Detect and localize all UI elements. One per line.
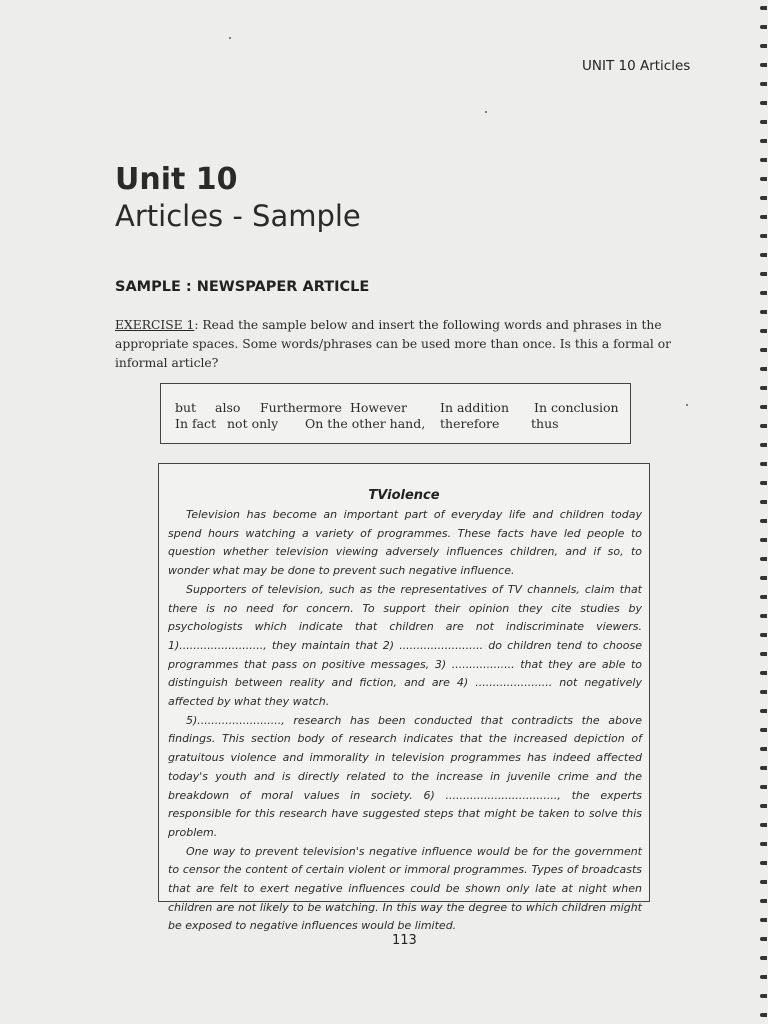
scan-speck bbox=[686, 404, 688, 406]
binding-coil bbox=[760, 652, 767, 656]
binding-coil bbox=[760, 348, 767, 352]
binding-coil bbox=[760, 519, 767, 523]
binding-coil bbox=[760, 709, 767, 713]
binding-coil bbox=[760, 196, 767, 200]
binding-coil bbox=[760, 481, 767, 485]
binding-coil bbox=[760, 462, 767, 466]
binding-coil bbox=[760, 956, 767, 960]
word-option: In fact bbox=[175, 416, 217, 431]
article-paragraph: Supporters of television, such as the representatives of TV channels, claim that there is no need for concern. To support their opinion they cite studies by psychologists which indicate that children are not indiscriminate viewers. 1)........................, they maintain that 2) ........................ do children tend to choose programmes that pass on positive messages, 3) .................. that they are able to distinguish between reality and fiction, and are 4) ...................... not negatively affected by what they watch. bbox=[168, 582, 642, 709]
word-option: However bbox=[350, 400, 407, 415]
word-option: Furthermore bbox=[260, 400, 342, 415]
exercise-label: EXERCISE 1 bbox=[115, 318, 195, 332]
binding-coil bbox=[760, 861, 767, 865]
unit-title: Articles - Sample bbox=[115, 199, 361, 233]
binding-coil bbox=[760, 424, 767, 428]
scan-speck bbox=[229, 37, 231, 39]
binding-coil bbox=[760, 633, 767, 637]
binding-coil bbox=[760, 842, 767, 846]
binding-coil bbox=[760, 367, 767, 371]
binding-coil bbox=[760, 785, 767, 789]
word-option: not only bbox=[227, 416, 279, 431]
word-option: thus bbox=[531, 416, 559, 431]
binding-coil bbox=[760, 614, 767, 618]
binding-coil bbox=[760, 823, 767, 827]
binding-coil bbox=[760, 671, 767, 675]
binding-coil bbox=[760, 6, 767, 10]
article-title: TViolence bbox=[368, 488, 440, 503]
binding-coil bbox=[760, 82, 767, 86]
binding-coil bbox=[760, 120, 767, 124]
binding-coil bbox=[760, 215, 767, 219]
binding-coil bbox=[760, 747, 767, 751]
word-option: On the other hand, bbox=[305, 416, 426, 431]
binding-coil bbox=[760, 899, 767, 903]
binding-coil bbox=[760, 937, 767, 941]
binding-coil bbox=[760, 234, 767, 238]
binding-coil bbox=[760, 557, 767, 561]
word-option: In addition bbox=[440, 400, 510, 415]
binding-coil bbox=[760, 386, 767, 390]
binding-coil bbox=[760, 994, 767, 998]
binding-coil bbox=[760, 1013, 767, 1017]
article-box bbox=[158, 463, 650, 933]
binding-coil bbox=[760, 500, 767, 504]
binding-coil bbox=[760, 538, 767, 542]
binding-coil bbox=[760, 405, 767, 409]
binding-coil bbox=[760, 291, 767, 295]
binding-coil bbox=[760, 443, 767, 447]
binding-coil bbox=[760, 63, 767, 67]
word-option: In conclusion bbox=[534, 400, 619, 415]
scan-speck bbox=[485, 111, 487, 113]
binding-coil bbox=[760, 25, 767, 29]
binding-coil bbox=[760, 101, 767, 105]
word-option: also bbox=[215, 400, 241, 415]
binding-coil bbox=[760, 44, 767, 48]
binding-coil bbox=[760, 690, 767, 694]
binding-coil bbox=[760, 804, 767, 808]
binding-coil bbox=[760, 253, 767, 257]
binding-coil bbox=[760, 329, 767, 333]
word-box bbox=[160, 383, 631, 444]
binding-coil bbox=[760, 918, 767, 922]
binding-coil bbox=[760, 728, 767, 732]
article-paragraph: Television has become an important part of everyday life and children today spend hours watching a variety of programmes. These facts have led people to question whether television viewing adversely influences children, and if so, to wonder what may be done to prevent such negative influence. bbox=[168, 508, 642, 578]
spiral-binding bbox=[754, 0, 768, 1024]
section-heading: SAMPLE : NEWSPAPER ARTICLE bbox=[115, 279, 370, 295]
binding-coil bbox=[760, 766, 767, 770]
binding-coil bbox=[760, 595, 767, 599]
binding-coil bbox=[760, 139, 767, 143]
article-paragraph: 5)........................, research has been conducted that contradicts the above findings. This section body of research indicates that the increased depiction of gratuitous violence and immorality in television programmes has indeed affected today's youth and is directly related to the increase in juvenile crime and the breakdown of moral values in society. 6) ................................, the experts responsible for this research have suggested steps that might be taken to solve this problem. bbox=[168, 713, 642, 839]
binding-coil bbox=[760, 177, 767, 181]
unit-number: Unit 10 bbox=[115, 162, 238, 197]
exercise-text: : Read the sample below and insert the following words and phrases in the appropriate spaces. Some words/phrases can be used more than once. Is this a formal or informal article? bbox=[115, 318, 672, 370]
binding-coil bbox=[760, 310, 767, 314]
binding-coil bbox=[760, 576, 767, 580]
binding-coil bbox=[760, 975, 767, 979]
binding-coil bbox=[760, 158, 767, 162]
exercise-instructions bbox=[115, 316, 690, 373]
word-option: therefore bbox=[440, 416, 500, 431]
page-number: 113 bbox=[392, 933, 417, 948]
binding-coil bbox=[760, 880, 767, 884]
article-paragraph: One way to prevent television's negative influence would be for the government to censor the content of certain violent or immoral programmes. Types of broadcasts that are felt to exert negative influences could be shown only late at night when children are not likely to be watching. In this way the degree to which children might be exposed to negative influences would be limited. bbox=[168, 844, 642, 933]
binding-coil bbox=[760, 272, 767, 276]
article-body bbox=[168, 506, 642, 936]
word-option: but bbox=[175, 400, 197, 415]
running-header: UNIT 10 Articles bbox=[582, 58, 691, 74]
